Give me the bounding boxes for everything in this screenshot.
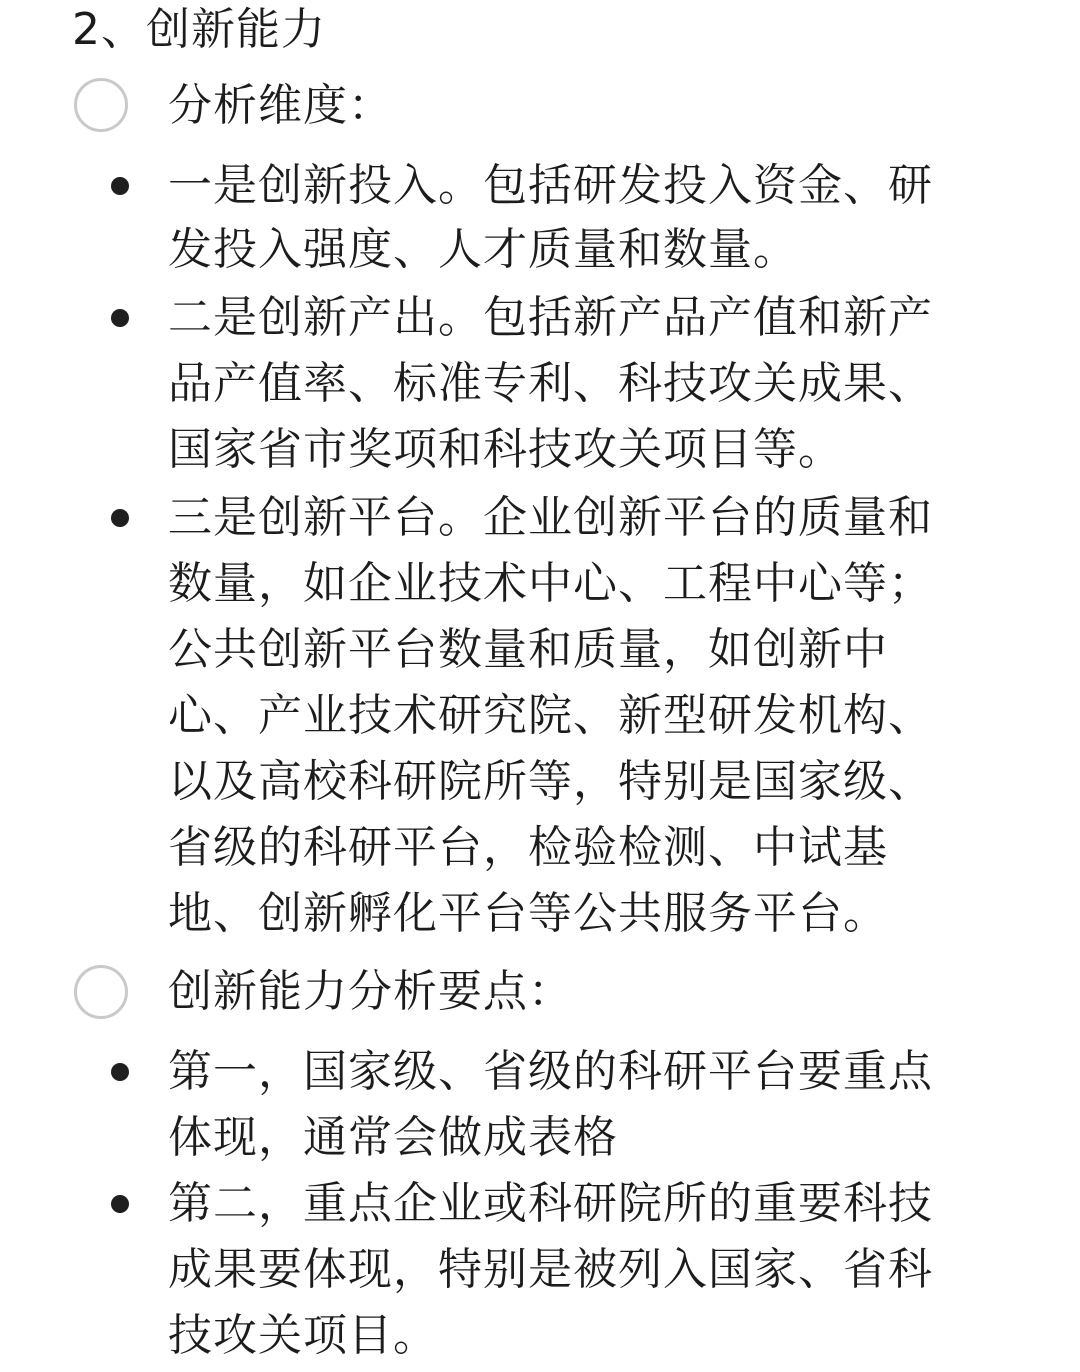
list-item-line: 第二，重点企业或科研院所的重要科技 <box>168 1178 933 1229</box>
subsection-title-analysis-dimensions: 分析维度： <box>168 80 393 131</box>
subsection-title-key-points: 创新能力分析要点： <box>168 966 573 1017</box>
bullet-dot-icon <box>111 509 129 527</box>
list-item-line: 国家省市奖项和科技攻关项目等。 <box>168 424 843 475</box>
list-item-line: 第一，国家级、省级的科研平台要重点 <box>168 1046 933 1097</box>
hollow-circle-bullet-icon <box>74 78 128 132</box>
list-item-line: 成果要体现，特别是被列入国家、省科 <box>168 1244 933 1295</box>
list-item-line: 心、产业技术研究院、新型研发机构、 <box>168 690 933 741</box>
list-item-line: 公共创新平台数量和质量，如创新中 <box>168 624 888 675</box>
list-item-line: 地、创新孵化平台等公共服务平台。 <box>168 888 888 939</box>
list-item-line: 体现，通常会做成表格 <box>168 1112 618 1163</box>
section-heading: 2、创新能力 <box>72 4 326 55</box>
bullet-dot-icon <box>111 177 129 195</box>
list-item-line: 二是创新产出。包括新产品产值和新产 <box>168 292 933 343</box>
hollow-circle-bullet-icon <box>74 965 128 1019</box>
list-item-line: 以及高校科研院所等，特别是国家级、 <box>168 756 933 807</box>
list-item-line: 省级的科研平台，检验检测、中试基 <box>168 822 888 873</box>
list-item-line: 数量，如企业技术中心、工程中心等； <box>168 558 933 609</box>
list-item-line: 品产值率、标准专利、科技攻关成果、 <box>168 358 933 409</box>
bullet-dot-icon <box>111 1063 129 1081</box>
list-item-line: 技攻关项目。 <box>168 1310 438 1361</box>
bullet-dot-icon <box>111 1195 129 1213</box>
list-item-line: 三是创新平台。企业创新平台的质量和 <box>168 492 933 543</box>
list-item-line: 一是创新投入。包括研发投入资金、研 <box>168 160 933 211</box>
list-item-line: 发投入强度、人才质量和数量。 <box>168 224 798 275</box>
bullet-dot-icon <box>111 309 129 327</box>
